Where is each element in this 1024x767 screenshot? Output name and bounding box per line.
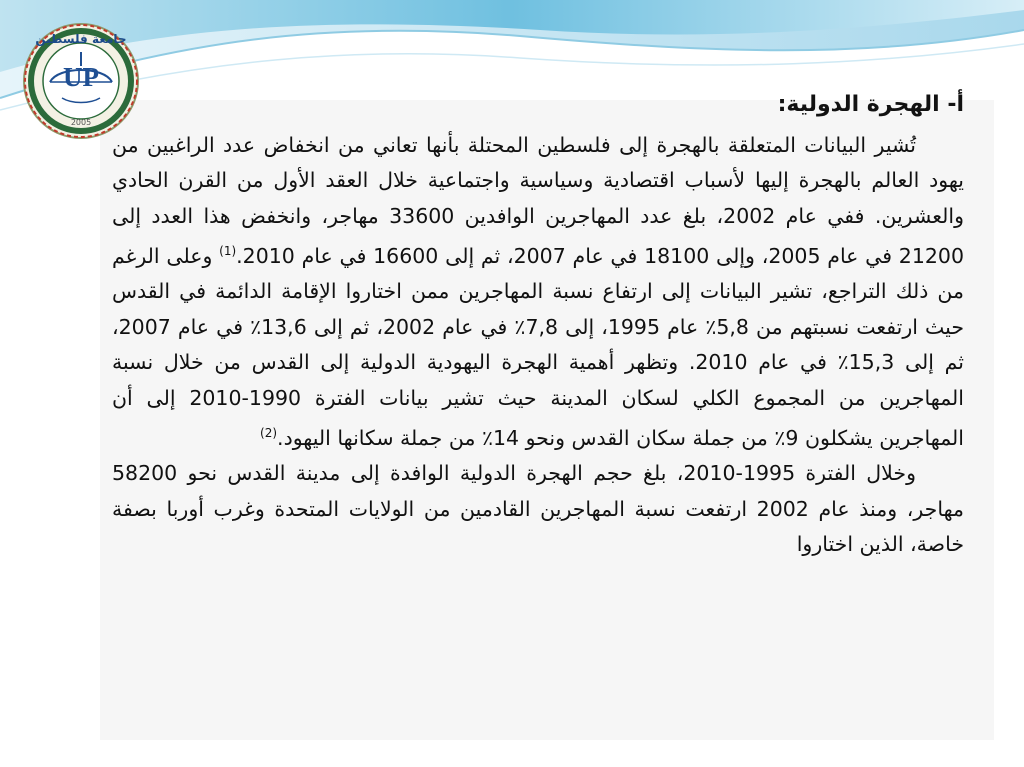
logo-arabic-name: جامعة فلسطين [35,32,127,46]
slide-content [112,88,964,738]
logo-initials: UP [63,62,99,92]
body-paragraph-2: وخلال الفترة 1995-2010، بلغ حجم الهجرة الدولية الوافدة إلى مدينة القدس نحو 58200 مهاجر، ومنذ عام 2002 ارتفعت نسبة المهاجرين القادمين من الولايات المتحدة وغرب أوربا بصفة خاصة، الذين اختاروا [112,461,964,557]
paragraph-1b-text: وعلى الرغم من ذلك التراجع، تشير البيانات إلى ارتفاع نسبة المهاجرين ممن اختاروا الإقامة الدائمة في القدس حيث ارتفعت نسبتهم من 5,8٪ عام 1995، إلى 7,8٪ في عام 2002، ثم إلى 13,6٪ في عام 2007، ثم إلى 15,3٪ في عام 2010. وتظهر أهمية الهجرة اليهودية الدولية إلى القدس من خلال نسبة المهاجرين من المجموع الكلي لسكان المدينة حيث تشير بيانات الفترة 1990-2010 إلى أن المهاجرين يشكلون 9٪ من جملة سكان القدس ونحو 14٪ من جملة سكانها اليهود. [112,244,964,450]
section-heading: أ- الهجرة الدولية: [777,92,964,117]
body-paragraph-1 [112,128,964,456]
paragraph-1-text: تُشير البيانات المتعلقة بالهجرة إلى فلسطين المحتلة بأنها تعاني من انخفاض عدد الراغبين من يهود العالم بالهجرة إليها لأسباب اقتصادية وسياسية واجتماعية خلال العقد الأول من القرن الحادي والعشرين. ففي عام 2002، بلغ عدد المهاجرين الوافدين 33600 مهاجر، وانخفض هذا العدد إلى 21200 في عام 2005، وإلى 18100 في عام 2007، ثم إلى 16600 في عام 2010. [112,133,965,269]
footnote-marker-2: (2) [260,426,278,441]
logo-year: 2005 [70,118,92,127]
footnote-marker-1: (1) [219,244,237,259]
